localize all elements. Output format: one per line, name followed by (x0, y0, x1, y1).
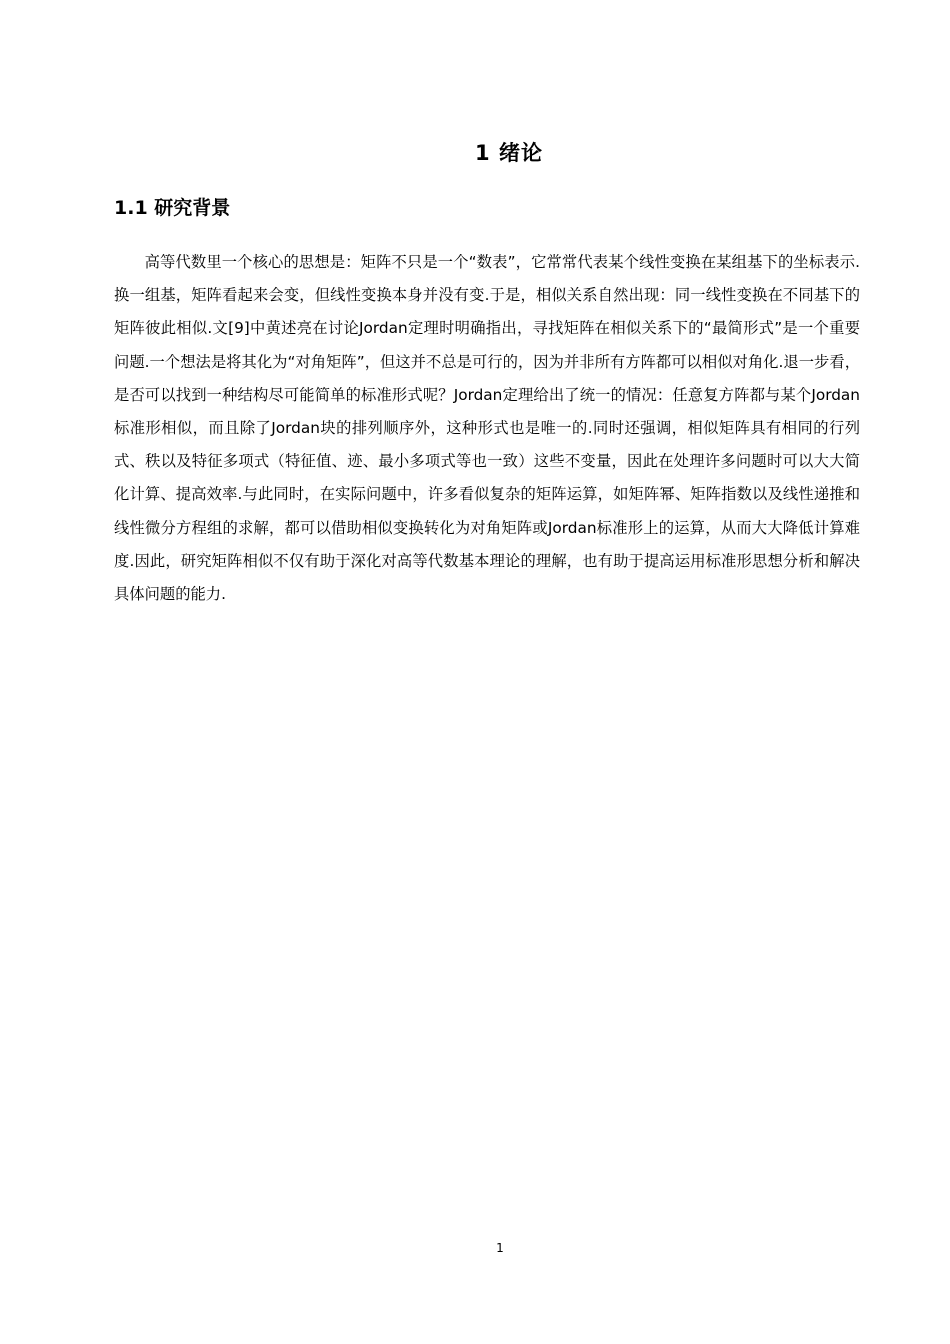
section-title: 1.1 研究背景 (114, 197, 231, 219)
page-number: 1 (496, 1241, 504, 1255)
chapter-title: 1 绪论 (475, 141, 543, 165)
body-paragraph: 高等代数里一个核心的思想是：矩阵不只是一个“数表”，它常常代表某个线性变换在某组基下的坐标表示.换一组基，矩阵看起来会变，但线性变换本身并没有变.于是，相似关系自然出现：同一线性变换在不同基下的矩阵彼此相似.文[9]中黄述亮在讨论Jordan定理时明确指出，寻找矩阵在相似关系下的“最简形式”是一个重要问题.一个想法是将其化为“对角矩阵”，但这并不总是可行的，因为并非所有方阵都可以相似对角化.退一步看，是否可以找到一种结构尽可能简单的标准形式呢？Jordan定理给出了统一的情况：任意复方阵都与某个Jordan标准形相似，而且除了Jordan块的排列顺序外，这种形式也是唯一的.同时还强调，相似矩阵具有相同的行列式、秩以及特征多项式（特征值、迹、最小多项式等也一致）这些不变量，因此在处理许多问题时可以大大简化计算、提高效率.与此同时，在实际问题中，许多看似复杂的矩阵运算，如矩阵幂、矩阵指数以及线性递推和线性微分方程组的求解，都可以借助相似变换转化为对角矩阵或Jordan标准形上的运算，从而大大降低计算难度.因此，研究矩阵相似不仅有助于深化对高等代数基本理论的理解，也有助于提高运用标准形思想分析和解决具体问题的能力. (114, 253, 860, 604)
